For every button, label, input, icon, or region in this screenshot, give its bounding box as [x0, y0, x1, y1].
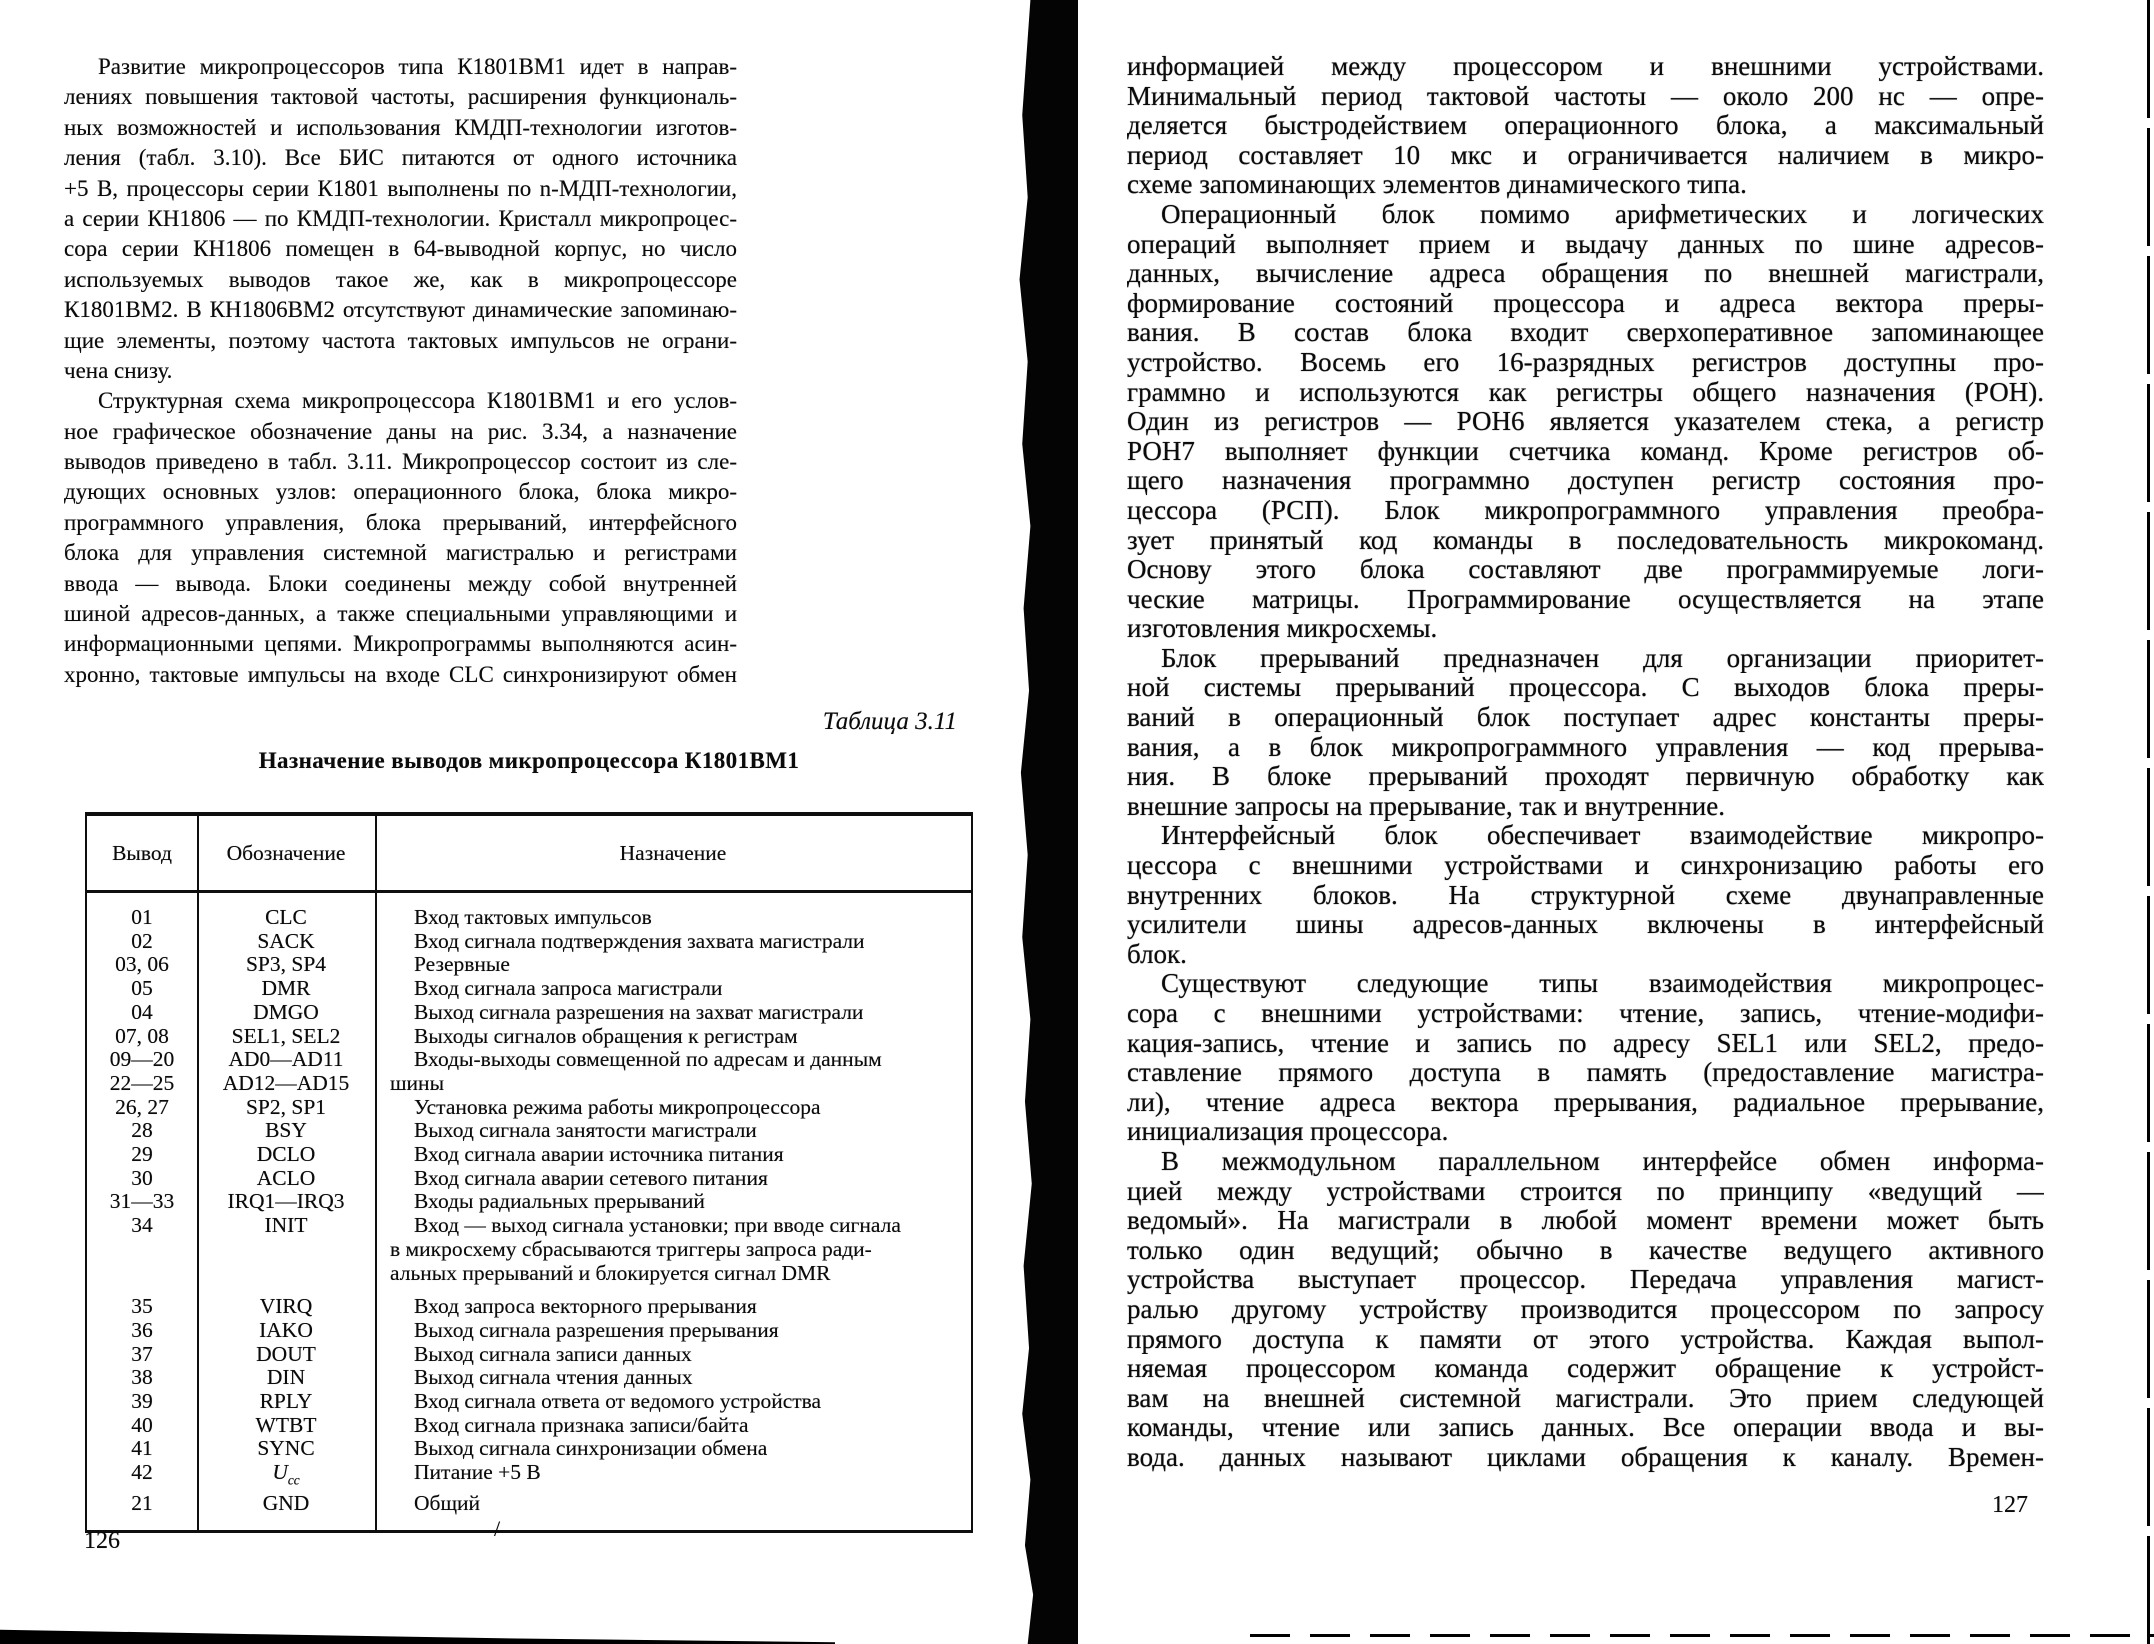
designation-cell: SP2, SP1: [245, 1094, 327, 1119]
designation-cell: [197, 1262, 375, 1286]
scan-bottom-dashed-line: [1250, 1634, 2154, 1637]
table-row: [87, 1072, 971, 1096]
pin-cell: 03, 06: [115, 952, 169, 977]
text-line: сора с внешними устройствами: чтение, запись, чтение-модифи-: [1127, 999, 2044, 1028]
table-row: [87, 1048, 971, 1072]
text-line: формирование состояний процессора и адреса вектора преры-: [1127, 288, 2044, 318]
table-row: [87, 1238, 971, 1262]
table-row: [87, 906, 971, 930]
paragraph: [1127, 969, 2044, 1147]
page-number-right: 127: [1992, 1492, 2028, 1518]
pin-cell: 01: [131, 905, 153, 929]
text-line: вода. данных называют циклами обращения к каналу. Времен-: [1127, 1442, 2044, 1472]
table-header-row: [87, 816, 971, 893]
table-row: [87, 1437, 971, 1461]
text-line: вания. В состав блока входит сверхоперативное запоминающее: [1127, 318, 2044, 348]
purpose-cell: Вход сигнала аварии источника питания: [414, 1142, 784, 1167]
text-line: ческие матрицы. Программирование осуществляется на этапе: [1127, 584, 2044, 614]
text-line: Развитие микропроцессоров типа К1801ВМ1 идет в направ-: [98, 54, 737, 79]
text-line: ния. В блоке прерываний проходят первичную обработку как: [1127, 762, 2044, 792]
purpose-cell: Резервные: [414, 952, 510, 977]
text-line: Структурная схема микропроцессора К1801ВМ1 и его услов-: [98, 388, 737, 414]
text-line: шиной адресов-данных, а также специальными управляющими и: [64, 601, 737, 627]
paragraph: [1127, 200, 2044, 644]
text-line: используемых выводов такое же, как в микропроцессоре: [64, 266, 737, 292]
text-line: ведомый». На магистрали в любой момент времени может быть: [1127, 1206, 2044, 1236]
right-page-text: [1127, 52, 2044, 1473]
table-row: [87, 1096, 971, 1120]
purpose-cell: Вход тактовых импульсов: [414, 905, 652, 929]
table-row: [87, 930, 971, 954]
text-line: усилители шины адресов-данных включены в интерфейсный: [1127, 910, 2044, 940]
table-body: [87, 893, 971, 1530]
designation-cell: DMR: [261, 976, 311, 1001]
text-line: устройство. Восемь его 16-разрядных регистров доступны про-: [1127, 347, 2044, 377]
pin-cell: 38: [131, 1365, 153, 1390]
designation-cell: ACLO: [256, 1165, 316, 1190]
pin-cell: 41: [131, 1436, 153, 1461]
pin-cell: 07, 08: [115, 1023, 169, 1048]
text-line: а серии КН1806 — по КМДП-технологии. Кристалл микропроцес-: [64, 205, 737, 231]
designation-cell: DIN: [266, 1365, 306, 1390]
designation-cell: AD12—AD15: [222, 1070, 350, 1095]
table-row: [87, 953, 971, 977]
purpose-cell: Выход сигнала разрешения на захват магистрали: [414, 999, 864, 1024]
pin-cell: 21: [131, 1491, 153, 1516]
designation-cell: DMGO: [253, 999, 319, 1024]
text-line: изготовления микросхемы.: [1127, 614, 1438, 644]
text-line: дующих основных узлов: операционного блока, блока микро-: [64, 479, 737, 505]
pin-table: [85, 812, 973, 1533]
purpose-cell: Вход сигнала признака записи/байта: [414, 1412, 749, 1437]
table-row: [87, 1119, 971, 1143]
text-line: блока для управления системной магистралью и регистрами: [64, 540, 737, 566]
text-line: данных, вычисление адреса обращения по внешней магистрали,: [1127, 259, 2044, 289]
ink-mark: /: [494, 1516, 501, 1541]
purpose-cell: Выходы сигналов обращения к регистрам: [414, 1023, 798, 1048]
left-page-text: [64, 52, 737, 690]
purpose-cell: Вход сигнала ответа от ведомого устройства: [414, 1389, 822, 1414]
text-line: хронно, тактовые импульсы на входе CLC синхронизируют обмен: [64, 661, 737, 687]
table-row: [87, 1295, 971, 1319]
text-line: ных возможностей и использования КМДП-технологии изготов-: [64, 114, 737, 140]
text-line: Основу этого блока составляют две программируемые логи-: [1127, 555, 2044, 585]
purpose-cell: Выход сигнала записи данных: [414, 1341, 692, 1366]
text-line: Один из регистров — РОН6 является указателем стека, а регистр: [1127, 407, 2044, 437]
pin-cell: 35: [131, 1294, 153, 1319]
designation-cell: VIRQ: [259, 1294, 313, 1319]
pin-cell: 09—20: [109, 1047, 175, 1072]
text-line: РОН7 выполняет функции счетчика команд. Кроме регистров об-: [1127, 436, 2044, 466]
text-line: Операционный блок помимо арифметических и логических: [1161, 199, 2044, 229]
table-row: [87, 1319, 971, 1343]
paragraph: [1127, 644, 2044, 822]
pin-cell: 28: [131, 1118, 153, 1143]
table-row: [87, 1167, 971, 1191]
text-line: ставление прямого доступа в память (предоставление магистра-: [1127, 1058, 2044, 1088]
text-line: К1801ВМ2. В КН1806ВМ2 отсутствуют динамические запоминаю-: [64, 297, 737, 323]
table-column-divider: [197, 816, 199, 1530]
text-line: устройства выступает процессор. Передача управления магист-: [1127, 1265, 2044, 1295]
text-line: ления (табл. 3.10). Все БИС питаются от одного источника: [64, 145, 737, 171]
scan-bottom-shadow: [0, 1622, 835, 1644]
designation-cell: RPLY: [259, 1389, 313, 1414]
table-row: [87, 1366, 971, 1390]
purpose-cell: Вход запроса векторного прерывания: [414, 1294, 757, 1319]
paragraph: [64, 386, 737, 690]
text-line: чена снизу.: [64, 357, 173, 383]
table-row: [87, 1492, 971, 1516]
pin-cell: 04: [131, 999, 153, 1024]
text-line: вам на внешней системной магистрали. Это прием следующей: [1127, 1383, 2044, 1413]
table-row: [87, 1343, 971, 1367]
purpose-cell: Выход сигнала чтения данных: [414, 1365, 693, 1390]
text-line: инициализация процессора.: [1127, 1117, 1449, 1147]
text-line: внутренних блоков. На структурной схеме двунаправленные: [1127, 880, 2044, 910]
page-number-left: 126: [84, 1528, 120, 1554]
designation-cell: IRQ1—IRQ3: [227, 1189, 345, 1214]
purpose-cell: Общий: [414, 1491, 481, 1516]
designation-cell: SACK: [257, 928, 315, 953]
pin-cell: 40: [131, 1412, 153, 1437]
designation-cell: WTBT: [255, 1412, 317, 1437]
pin-cell: 22—25: [109, 1070, 175, 1095]
purpose-cell: Выход сигнала синхронизации обмена: [414, 1436, 768, 1461]
table-row: [87, 1461, 971, 1492]
purpose-cell: Установка режима работы микропроцессора: [414, 1094, 821, 1119]
text-line: кация-запись, чтение и запись по адресу SEL1 или SEL2, предо-: [1127, 1028, 2044, 1058]
text-line: деляется быстродействием операционного блока, а максимальный: [1127, 111, 2044, 141]
text-line: ное графическое обозначение даны на рис. 3.34, а назначение: [64, 418, 737, 444]
designation-cell: SEL1, SEL2: [231, 1023, 341, 1048]
table-row: [87, 1001, 971, 1025]
text-line: граммно и используются как регистры общего назначения (РОН).: [1127, 377, 2044, 407]
text-line: прямого доступа к памяти от этого устройства. Каждая выпол-: [1127, 1324, 2044, 1354]
purpose-cell: Выход сигнала занятости магистрали: [414, 1118, 757, 1143]
table-header-pin: Вывод: [112, 840, 172, 865]
pin-cell: 26, 27: [115, 1094, 169, 1119]
text-line: вания, а в блок микропрограммного управления — код прерыва-: [1127, 732, 2044, 762]
purpose-cell: Выход сигнала разрешения прерывания: [414, 1317, 779, 1342]
table-row: [87, 1390, 971, 1414]
designation-cell: IAKO: [259, 1317, 313, 1342]
designation-cell: SP3, SP4: [245, 952, 327, 977]
table-label: Таблица 3.11: [822, 708, 957, 735]
purpose-cell: Входы радиальных прерываний: [414, 1189, 705, 1214]
pin-cell: 02: [131, 928, 153, 953]
table-row: [87, 977, 971, 1001]
purpose-cell: Питание +5 В: [414, 1460, 541, 1485]
designation-cell: CLC: [265, 905, 307, 929]
purpose-cell: Вход — выход сигнала установки; при вводе сигнала: [414, 1213, 901, 1238]
purpose-cell: Входы-выходы совмещенной по адресам и данным: [414, 1047, 882, 1072]
table-header-designation: Обозначение: [226, 840, 346, 865]
purpose-cell: альных прерываний и блокируется сигнал DMR: [390, 1260, 831, 1285]
text-line: Минимальный период тактовой частоты — около 200 нс — опре-: [1127, 81, 2044, 111]
purpose-cell: Вход сигнала подтверждения захвата магистрали: [414, 928, 865, 953]
pin-cell: 31—33: [109, 1189, 175, 1214]
book-binding-shadow: [1010, 0, 1078, 1644]
paragraph: [1127, 1147, 2044, 1473]
text-line: ной системы прерываний процессора. С выходов блока преры-: [1127, 673, 2044, 703]
text-line: команды, чтение или запись данных. Все операции ввода и вы-: [1127, 1413, 2044, 1443]
text-line: ввода — вывода. Блоки соединены между собой внутренней: [64, 570, 737, 596]
text-line: информацией между процессором и внешними устройствами.: [1127, 52, 2044, 81]
text-line: лениях повышения тактовой частоты, расширения функциональ-: [64, 84, 737, 110]
text-line: только один ведущий; обычно в качестве ведущего активного: [1127, 1235, 2044, 1265]
table-row: [87, 1025, 971, 1049]
purpose-cell: Вход сигнала запроса магистрали: [414, 976, 723, 1001]
table-row: [87, 1262, 971, 1286]
text-line: Существуют следующие типы взаимодействия микропроцес-: [1161, 969, 2044, 999]
text-line: схеме запоминающих элементов динамического типа.: [1127, 170, 1747, 200]
table-row: [87, 1143, 971, 1167]
designation-cell: [197, 1238, 375, 1262]
designation-cell: AD0—AD11: [228, 1047, 344, 1072]
text-line: операций выполняет прием и выдачу данных по шине адресов-: [1127, 229, 2044, 259]
text-line: информационными цепями. Микропрограммы выполняются асин-: [64, 631, 737, 657]
designation-cell: INIT: [264, 1213, 308, 1238]
table-row: [87, 1414, 971, 1438]
text-line: ли), чтение адреса вектора прерывания, радиальное прерывание,: [1127, 1087, 2044, 1117]
text-line: блок.: [1127, 939, 1187, 969]
text-line: щие элементы, поэтому частота тактовых импульсов не ограни-: [64, 327, 737, 353]
paragraph: [1127, 821, 2044, 969]
text-line: Блок прерываний предназначен для организации приоритет-: [1161, 643, 2044, 673]
text-line: Интерфейсный блок обеспечивает взаимодействие микропро-: [1161, 821, 2044, 851]
page-edge-line: [2147, 0, 2150, 1644]
text-line: ваний в операционный блок поступает адрес константы преры-: [1127, 703, 2044, 733]
designation-cell: DCLO: [256, 1142, 316, 1167]
table-row: [87, 1190, 971, 1214]
purpose-cell: Вход сигнала аварии сетевого питания: [414, 1165, 768, 1190]
designation-cell: $U_{cc}$: [272, 1460, 300, 1488]
pin-cell: 37: [131, 1341, 153, 1366]
pin-cell: 36: [131, 1317, 153, 1342]
table-column-divider: [375, 816, 377, 1530]
pin-cell: 39: [131, 1389, 153, 1414]
pin-cell: 30: [131, 1165, 153, 1190]
text-line: сора серии КН1806 помещен в 64-выводной корпус, но число: [64, 236, 737, 262]
paragraph: [1127, 52, 2044, 200]
text-line: +5 В, процессоры серии К1801 выполнены по n-МДП-технологии,: [64, 175, 737, 201]
pin-cell: [87, 1238, 197, 1262]
table-header-purpose: Назначение: [619, 840, 727, 865]
pin-cell: 29: [131, 1142, 153, 1167]
purpose-cell: в микросхему сбрасываются триггеры запроса ради-: [390, 1236, 872, 1261]
text-line: зует принятый код команды в последовательность микрокоманд.: [1127, 525, 2044, 555]
text-line: В межмодульном параллельном интерфейсе обмен информа-: [1161, 1146, 2044, 1176]
purpose-cell: шины: [390, 1070, 445, 1095]
designation-cell: BSY: [265, 1118, 307, 1143]
text-line: программного управления, блока прерываний, интерфейсного: [64, 509, 737, 535]
table-row: [87, 1214, 971, 1238]
text-line: ралью другому устройству производится процессором по запросу: [1127, 1294, 2044, 1324]
designation-cell: DOUT: [256, 1341, 316, 1366]
text-line: выводов приведено в табл. 3.11. Микропроцессор состоит из сле-: [64, 449, 737, 475]
table-caption: Назначение выводов микропроцессора К1801ВМ1: [258, 748, 800, 773]
pin-cell: 34: [131, 1213, 153, 1238]
text-line: цессора (РСП). Блок микропрограммного управления преобра-: [1127, 495, 2044, 525]
text-line: няемая процессором команда содержит обращение к устройст-: [1127, 1354, 2044, 1384]
pin-cell: [87, 1262, 197, 1286]
paragraph: [64, 52, 737, 386]
designation-cell: SYNC: [257, 1436, 315, 1461]
text-line: внешние запросы на прерывание, так и внутренние.: [1127, 791, 1725, 821]
text-line: цессора с внешними устройствами и синхронизацию работы его: [1127, 851, 2044, 881]
designation-cell: GND: [262, 1491, 310, 1516]
pin-cell: 05: [131, 976, 153, 1001]
text-line: период составляет 10 мкс и ограничивается наличием в микро-: [1127, 140, 2044, 170]
text-line: цией между устройствами строится по принципу «ведущий —: [1127, 1176, 2044, 1206]
pin-cell: 42: [131, 1460, 153, 1485]
text-line: щего назначения программно доступен регистр состояния про-: [1127, 466, 2044, 496]
